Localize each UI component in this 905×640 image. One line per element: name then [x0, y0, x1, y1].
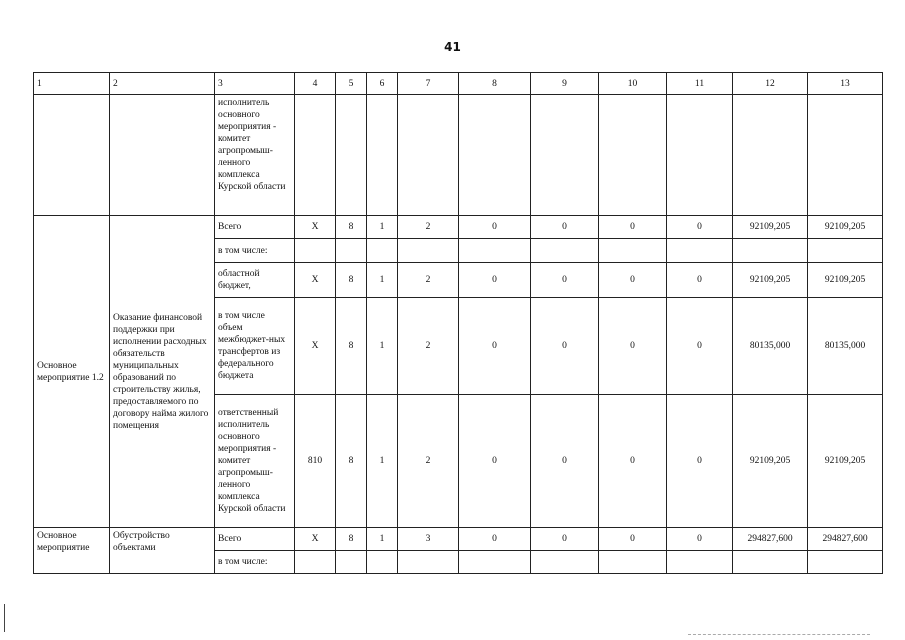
header-cell: 8	[459, 73, 531, 95]
table-cell: Х	[295, 216, 336, 239]
table-cell: 80135,000	[733, 298, 808, 395]
table-cell: Х	[295, 528, 336, 551]
table-cell: 92109,205	[733, 395, 808, 528]
header-cell: 13	[808, 73, 883, 95]
header-cell: 1	[34, 73, 110, 95]
header-cell: 10	[599, 73, 667, 95]
table-cell: 8	[336, 528, 367, 551]
header-cell: 11	[667, 73, 733, 95]
table-cell: 92109,205	[808, 216, 883, 239]
table-cell: 1	[367, 216, 398, 239]
table-cell: 294827,600	[808, 528, 883, 551]
table-cell: 80135,000	[808, 298, 883, 395]
empty-cell	[34, 95, 110, 216]
measure-name-cell: Основное мероприятие	[34, 528, 110, 574]
table-cell: 0	[599, 263, 667, 298]
table-row	[34, 95, 883, 216]
table-cell: 8	[336, 298, 367, 395]
table-cell: 0	[599, 298, 667, 395]
table-cell: 0	[667, 395, 733, 528]
row-label: Всего	[215, 528, 295, 551]
table-cell: 0	[667, 216, 733, 239]
table-cell: Х	[295, 263, 336, 298]
header-cell: 7	[398, 73, 459, 95]
budget-table	[33, 72, 883, 574]
header-cell: 5	[336, 73, 367, 95]
table-cell: 92109,205	[733, 216, 808, 239]
row-label: областной бюджет,	[215, 263, 295, 298]
table-cell: 8	[336, 263, 367, 298]
measure-desc-cell: Оказание финансовой поддержки при исполнении расходных обязательств муниципальных образований по строительству жилья, предоставляемого по договору найма жилого помещения	[110, 216, 215, 528]
header-cell: 9	[531, 73, 599, 95]
table-cell: 2	[398, 216, 459, 239]
header-row	[34, 73, 883, 95]
table-cell: 8	[336, 216, 367, 239]
table-cell: 0	[667, 298, 733, 395]
table-cell: 0	[531, 298, 599, 395]
table-cell: 1	[367, 395, 398, 528]
table-cell: 0	[531, 528, 599, 551]
page-number: 41	[444, 40, 461, 54]
table-cell: 1	[367, 263, 398, 298]
table-cell: 0	[599, 528, 667, 551]
table-cell: 0	[531, 216, 599, 239]
table-cell: 3	[398, 528, 459, 551]
table-cell: 0	[459, 216, 531, 239]
table-cell: 1	[367, 528, 398, 551]
table-cell: 0	[459, 528, 531, 551]
table-cell: 0	[667, 528, 733, 551]
measure-name-cell: Основное мероприятие 1.2	[34, 216, 110, 528]
table-cell: 294827,600	[733, 528, 808, 551]
executor-cell: исполнитель основного мероприятия - комитет агропромыш-ленного комплекса Курской области	[215, 95, 295, 216]
table-cell: 0	[531, 395, 599, 528]
header-cell: 3	[215, 73, 295, 95]
table-cell: 0	[667, 263, 733, 298]
table-row	[34, 528, 883, 551]
table-cell: 92109,205	[808, 263, 883, 298]
table-cell: 8	[336, 395, 367, 528]
header-cell: 6	[367, 73, 398, 95]
table-cell: 2	[398, 395, 459, 528]
row-label: Всего	[215, 216, 295, 239]
measure-desc-cell: Обустройство объектами	[110, 528, 215, 574]
row-label: в том числе объем межбюджет-ных трансфертов из федерального бюджета	[215, 298, 295, 395]
scan-artifact	[688, 634, 870, 637]
empty-cell	[110, 95, 215, 216]
table-cell: 1	[367, 298, 398, 395]
row-label: в том числе:	[215, 551, 295, 574]
header-cell: 4	[295, 73, 336, 95]
row-label: ответственный исполнитель основного мероприятия - комитет агропромыш-ленного комплекса Курской области	[215, 395, 295, 528]
table-cell: 92109,205	[808, 395, 883, 528]
table-cell: 810	[295, 395, 336, 528]
table-cell: 0	[599, 216, 667, 239]
table-cell: 92109,205	[733, 263, 808, 298]
table-cell: 2	[398, 298, 459, 395]
table-cell: 2	[398, 263, 459, 298]
table-cell: 0	[459, 263, 531, 298]
header-cell: 2	[110, 73, 215, 95]
table-cell: 0	[459, 395, 531, 528]
scan-artifact	[4, 604, 5, 632]
table-cell: Х	[295, 298, 336, 395]
table-row	[34, 216, 883, 239]
table-cell: 0	[599, 395, 667, 528]
table-cell: 0	[459, 298, 531, 395]
row-label: в том числе:	[215, 239, 295, 263]
header-cell: 12	[733, 73, 808, 95]
table-cell: 0	[531, 263, 599, 298]
